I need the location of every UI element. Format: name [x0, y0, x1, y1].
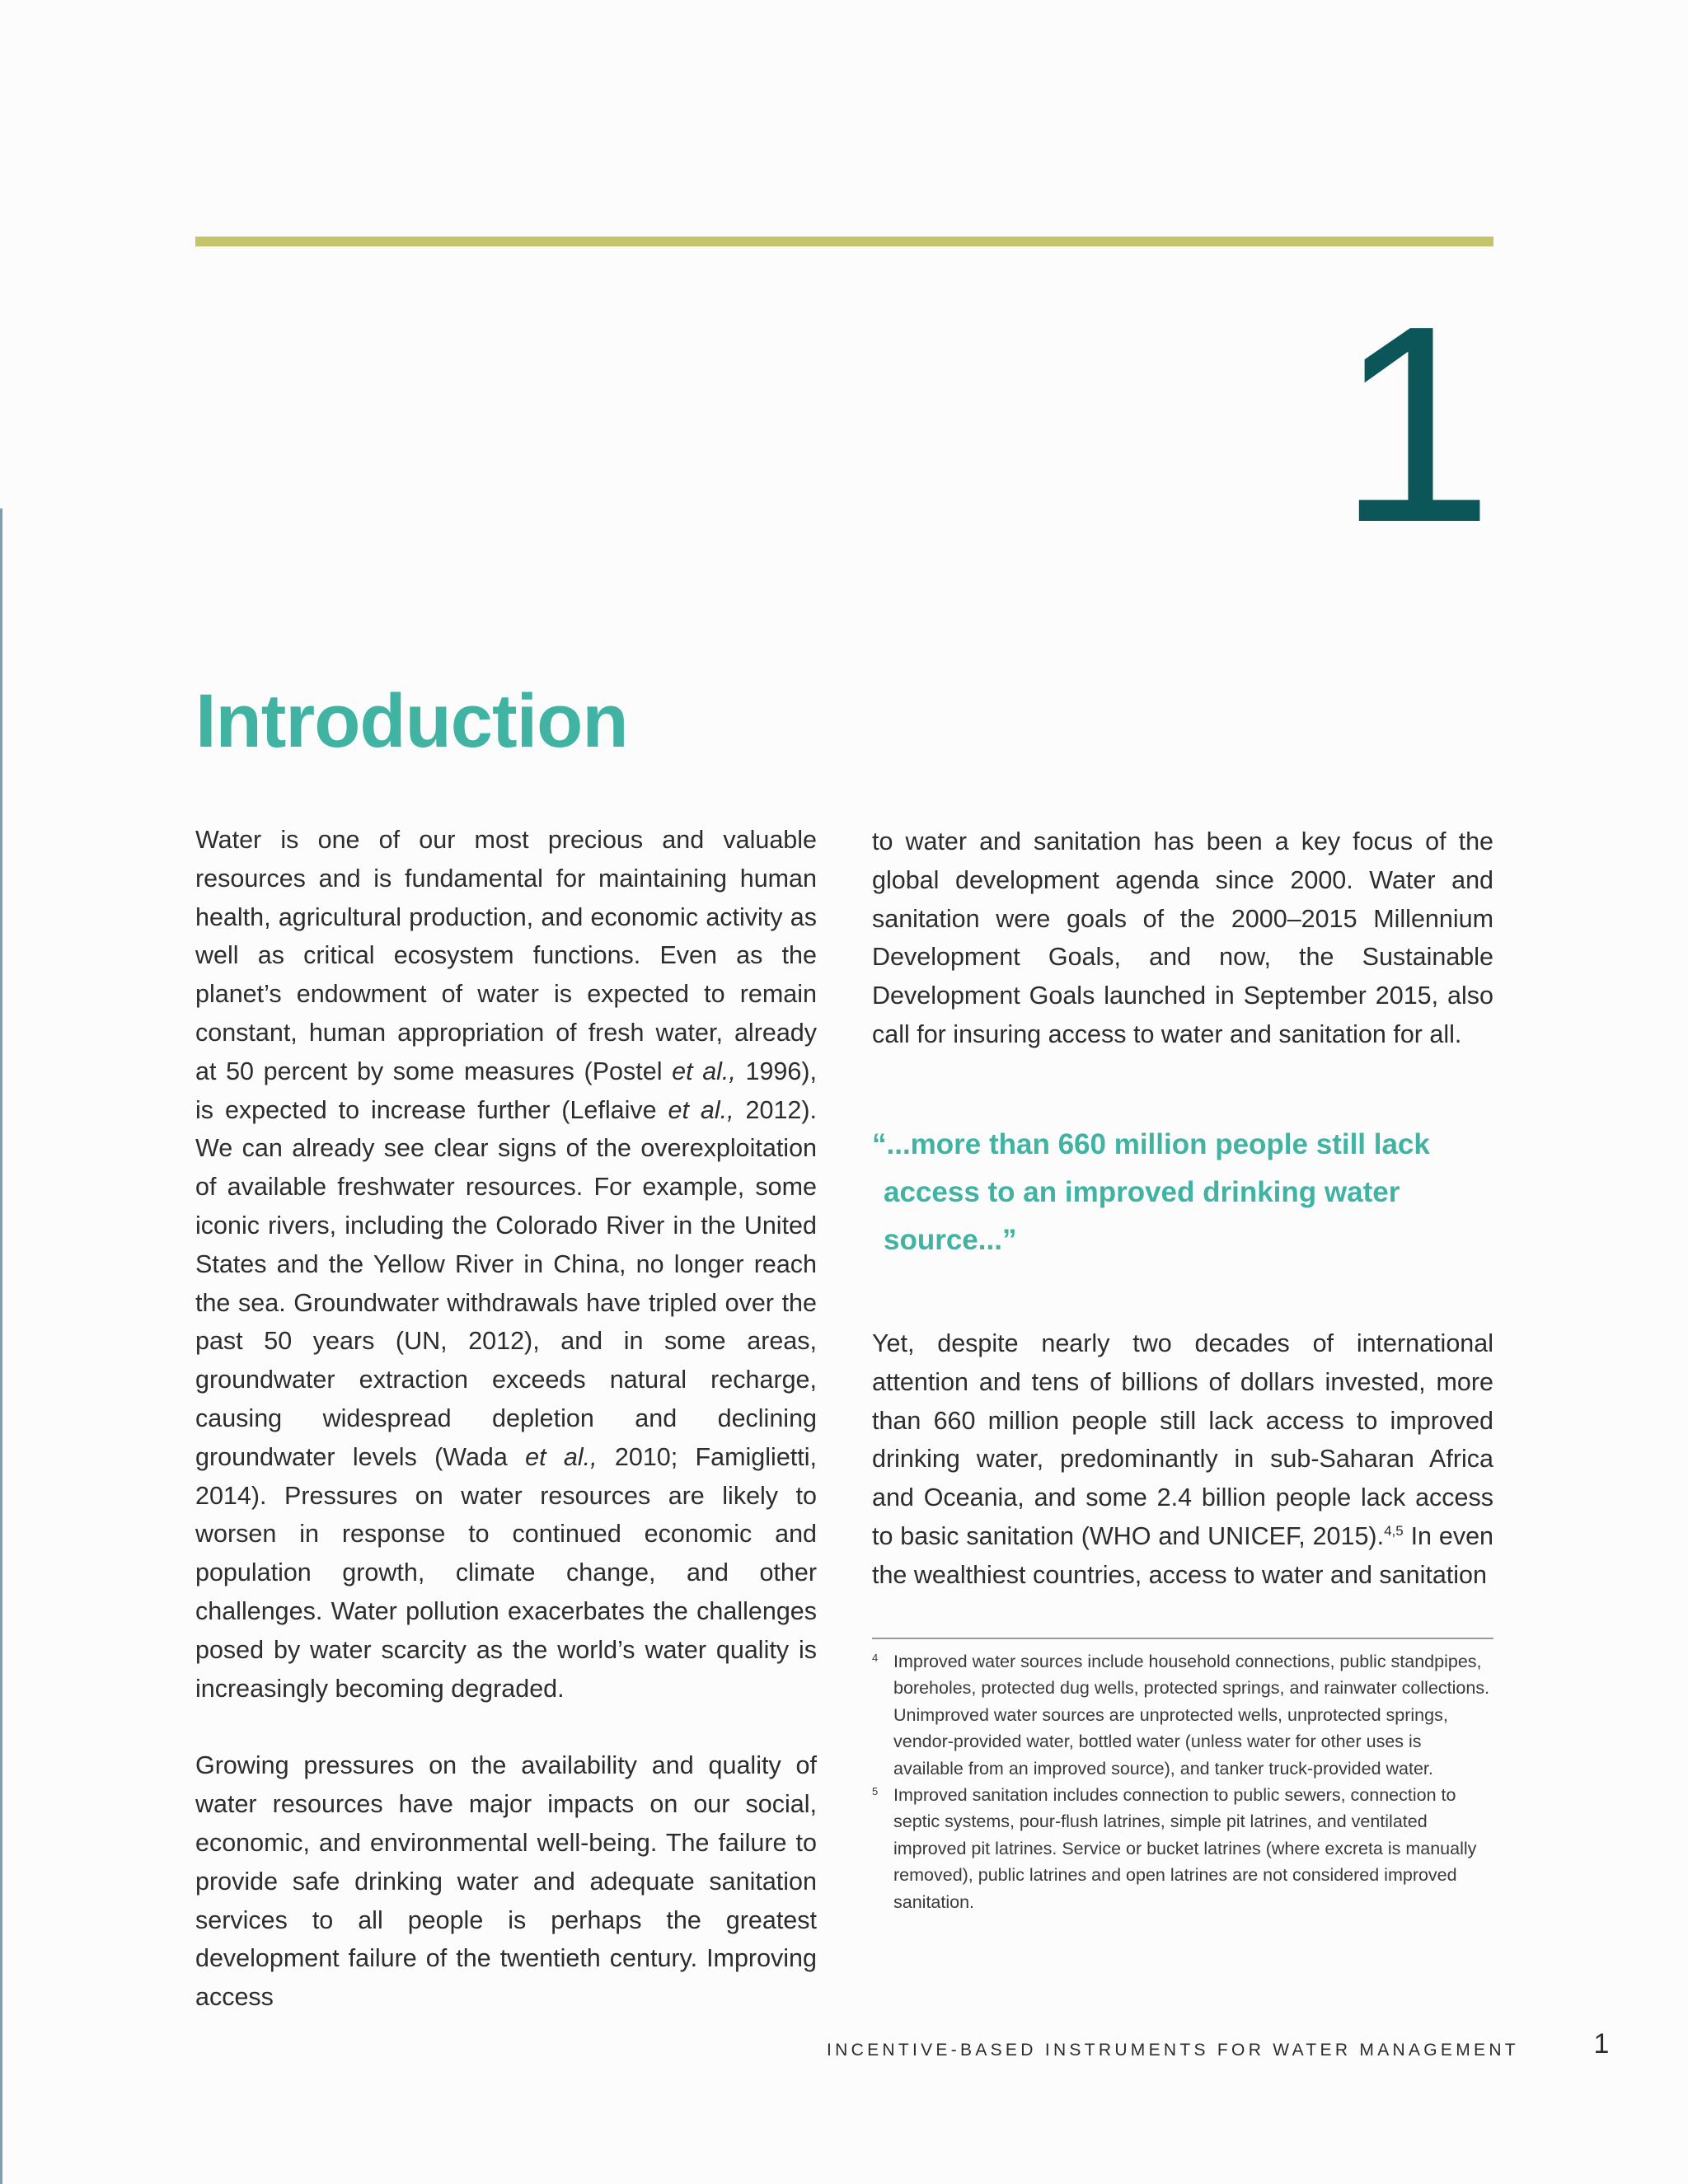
- italic-run: et al.,: [672, 1057, 736, 1085]
- paragraph-1: [195, 821, 817, 1708]
- text-run: Water is one of our most precious and valuable resources and is fundamental for maintaining human health, agricultural production, and economic activity as well as critical ecosystem functions. Even as the planet’s endowment of water is expected to remain constant, human appropriation of fresh water, already at 50 percent by some measures (Postel: [195, 826, 817, 1085]
- footnotes: [872, 1648, 1493, 1915]
- paragraph-3: to water and sanitation has been a key focus of the global development agenda since 2000. Water and sanitation were goals of the 2000–2015 Millennium Development Goals, and now, the Sustainable Development Goals launched in September 2015, also call for insuring access to water and sanitation for all.: [872, 827, 1493, 1048]
- right-column-top: [872, 823, 1493, 1054]
- text-run: 2012). We can already see clear signs of the overexploitation of available freshwater resources. For example, some iconic rivers, including the Colorado River in the United States and the Yellow River in China, no longer reach the sea. Groundwater withdrawals have tripled over the past 50 years (UN, 2012), and in some areas, groundwater extraction exceeds natural recharge, causing widespread depletion and declining groundwater levels (Wada: [195, 1095, 817, 1471]
- edge-mark: [0, 509, 2, 2184]
- footnote-divider: [872, 1638, 1493, 1639]
- footnote-text: Improved sanitation includes connection to public sewers, connection to septic systems, pour-flush latrines, simple pit latrines, and ventilated improved pit latrines. Service or bucket latrines (where excreta is manually removed), public latrines and open latrines are not considered improved sanitation.: [893, 1785, 1477, 1912]
- pull-quote-line: source...”: [884, 1224, 1017, 1256]
- right-column-bottom: [872, 1324, 1493, 1595]
- text-run: 2010; Famiglietti, 2014). Pressures on water resources are likely to worsen in response to continued economic and population growth, climate change, and other challenges. Water pollution exacerbates the challenges posed by water scarcity as the world’s water quality is increasingly becoming degraded.: [195, 1442, 817, 1703]
- footnote-reference[interactable]: 4,5: [1384, 1522, 1404, 1539]
- footnote-5: [872, 1782, 1493, 1915]
- italic-run: et al.,: [525, 1442, 598, 1471]
- chapter-number: 1: [1337, 268, 1493, 581]
- footnote-text: Improved water sources include household connections, public standpipes, boreholes, protected dug wells, protected springs, and rainwater collections. Unimproved water sources are unprotected wells, unprotected springs, vendor-provided water, bottled water (unless water for other uses is available from an improved source), and tanker truck-provided water.: [893, 1652, 1490, 1779]
- text-run: In even the wealthiest countries, access to water and sanitation: [872, 1521, 1493, 1589]
- pull-quote-line: “...more than 660 million people still lack: [872, 1128, 1430, 1160]
- footnote-mark: 5: [872, 1785, 879, 1798]
- paragraph-2: Growing pressures on the availability and quality of water resources have major impacts on our social, economic, and environmental well-being. The failure to provide safe drinking water and adequate sanitation services to all people is perhaps the greatest development failure of the twentieth century. Improving access: [195, 1751, 817, 2012]
- pull-quote: [872, 1121, 1449, 1264]
- footnote-4: [872, 1648, 1493, 1782]
- page-number: 1: [1593, 2028, 1610, 2060]
- running-footer: INCENTIVE-BASED INSTRUMENTS FOR WATER MANAGEMENT: [827, 2041, 1519, 2060]
- chapter-rule: [195, 237, 1493, 246]
- footnote-mark: 4: [872, 1652, 879, 1664]
- italic-run: et al.,: [668, 1095, 734, 1124]
- paragraph-4: [872, 1324, 1493, 1595]
- text-run: Yet, despite nearly two decades of international attention and tens of billions of dollars invested, more than 660 million people still lack access to improved drinking water, predominantly in sub-Saharan Africa and Oceania, and some 2.4 billion people lack access to basic sanitation (WHO and UNICEF, 2015).: [872, 1329, 1493, 1550]
- left-column: [195, 821, 817, 2017]
- pull-quote-line: access to an improved drinking water: [884, 1176, 1400, 1208]
- text-run: 1996), is expected to increase further (Leflaive: [195, 1057, 817, 1124]
- chapter-title: Introduction: [195, 679, 628, 763]
